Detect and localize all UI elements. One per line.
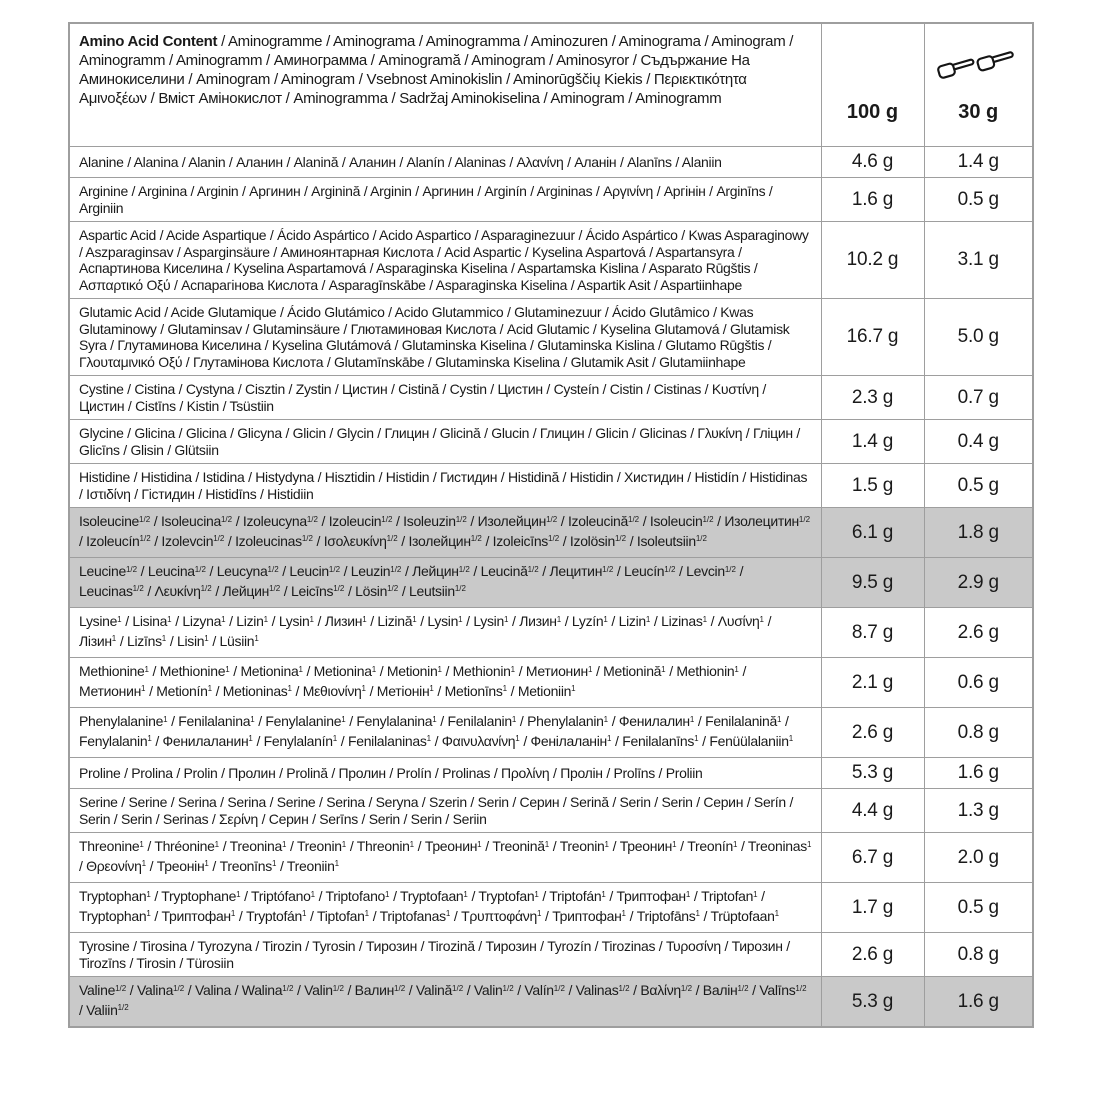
table-row	[69, 789, 1033, 833]
amino-acid-names: Glutamic Acid / Acide Glutamique / Ácido Glutámico / Acido Glutammico / Glutaminezuur / Ácido Glutâmico / Kwas Glutaminowy / Glutaminsav / Glutaminsäure / Глютаминовая Кислота / Acid Glutamic / Kyselina Glutamová / Glutamisk Syra / Глутаминова Киселина / Kyselina Glutámová / Glutaminska Kiselina / Glutaminska Kislina / Glutamo Rūgštis / Γλουταμινικό Οξύ / Глутамінова Кислота / Glutamīnskābe / Glutaminska Kiselina / Glutamik Asit / Glutamiinhape	[69, 299, 821, 376]
table-row	[69, 376, 1033, 420]
value-100g: 1.5 g	[821, 464, 924, 508]
amino-acid-names: Proline / Prolina / Prolin / Пролин / Prolină / Пролин / Prolín / Prolinas / Προλίνη / Пролін / Prolīns / Proliin	[69, 758, 821, 789]
amino-acid-names: Tryptophan$^1$ / Tryptophane$^1$ / Triptófano$^1$ / Triptofano$^1$ / Tryptofaan$^1$ / Tryptofan$^1$ / Triptofán$^1$ / Триптофан$^1$ / Triptofan$^1$ / Tryptophan$^1$ / Триптофан$^1$ / Tryptofán$^1$ / Tiptofan$^1$ / Triptofanas$^1$ / Τρυπτοφάνη$^1$ / Триптофан$^1$ / Triptofāns$^1$ / Trüptofaan$^1$	[69, 883, 821, 933]
value-30g: 2.0 g	[924, 833, 1033, 883]
value-100g: 8.7 g	[821, 608, 924, 658]
value-30g: 0.5 g	[924, 883, 1033, 933]
value-30g: 0.8 g	[924, 933, 1033, 977]
value-100g: 16.7 g	[821, 299, 924, 376]
value-100g: 4.4 g	[821, 789, 924, 833]
value-30g: 1.4 g	[924, 147, 1033, 178]
table-row	[69, 558, 1033, 608]
amino-acid-names: Cystine / Cistina / Cystyna / Cisztin / Zystin / Цистин / Cistină / Cystin / Цистин / Cysteín / Cistin / Cistinas / Κυστίνη / Цистин / Cistīns / Kistin / Tsüstiin	[69, 376, 821, 420]
value-100g: 6.7 g	[821, 833, 924, 883]
value-30g: 1.8 g	[924, 508, 1033, 558]
amino-acid-names: Aspartic Acid / Acide Aspartique / Ácido Aspártico / Acido Aspartico / Asparaginezuur / Ácido Aspártico / Kwas Asparaginowy / Aszparaginsav / Asparginsäure / Аминоянтарная Кислота / Acid Aspartic / Kyselina Aspartová / Aspartansyra / Аспартинова Киселина / Kyselina Aspartamová / Asparaginska Kiselina / Aspartamska Kislina / Asparato Rūgštis / Ασπαρτικό Οξύ / Аспарагінова Кислота / Asparagīnskābe / Asparaginska Kiselina / Aspartik Asit / Aspartiinhape	[69, 222, 821, 299]
value-100g: 6.1 g	[821, 508, 924, 558]
amino-acid-table	[68, 22, 1034, 1028]
amino-acid-names: Histidine / Histidina / Istidina / Histydyna / Hisztidin / Histidin / Гистидин / Histidină / Histidin / Хистидин / Histidín / Histidinas / Ιστιδίνη / Гістидин / Histidīns / Histidiin	[69, 464, 821, 508]
amino-acid-names: Tyrosine / Tirosina / Tyrozyna / Tirozin / Tyrosin / Тирозин / Tirozină / Тирозин / Tyrozín / Tirozinas / Τυροσίνη / Тирозин / Tirozīns / Tirosin / Türosiin	[69, 933, 821, 977]
column-header-100g-label: 100 g	[846, 101, 899, 123]
value-30g: 2.9 g	[924, 558, 1033, 608]
table-title-bold: Amino Acid Content	[79, 33, 218, 50]
value-100g: 1.6 g	[821, 178, 924, 222]
amino-acid-names: Threonine$^1$ / Thréonine$^1$ / Treonina$^1$ / Treonin$^1$ / Threonin$^1$ / Треонин$^1$ / Treonină$^1$ / Treonin$^1$ / Треонин$^1$ / Treonín$^1$ / Treoninas$^1$ / Θρεονίνη$^1$ / Треонін$^1$ / Treonīns$^1$ / Treoniin$^1$	[69, 833, 821, 883]
value-100g: 9.5 g	[821, 558, 924, 608]
nutrition-label-sheet	[68, 22, 1032, 1028]
table-row	[69, 178, 1033, 222]
amino-table-body	[69, 147, 1033, 1028]
table-row	[69, 608, 1033, 658]
table-row	[69, 977, 1033, 1028]
amino-acid-names: Leucine$^{1/2}$ / Leucina$^{1/2}$ / Leucyna$^{1/2}$ / Leucin$^{1/2}$ / Leuzin$^{1/2}$ / Лейцин$^{1/2}$ / Leucină$^{1/2}$ / Лецитин$^{1/2}$ / Leucín$^{1/2}$ / Levcin$^{1/2}$ / Leucinas$^{1/2}$ / Λευκίνη$^{1/2}$ / Лейцин$^{1/2}$ / Leicīns$^{1/2}$ / Lösin$^{1/2}$ / Leutsiin$^{1/2}$	[69, 558, 821, 608]
table-row	[69, 222, 1033, 299]
amino-acid-names: Serine / Serine / Serina / Serina / Serine / Serina / Seryna / Szerin / Serin / Серин / Serină / Serin / Serin / Серин / Serín / Serin / Serin / Serinas / Σερίνη / Серин / Serīns / Serin / Serin / Seriin	[69, 789, 821, 833]
table-row	[69, 420, 1033, 464]
table-row	[69, 508, 1033, 558]
column-header-30g	[924, 23, 1033, 147]
amino-acid-names: Methionine$^1$ / Methionine$^1$ / Metionina$^1$ / Metionina$^1$ / Metionin$^1$ / Methionin$^1$ / Метионин$^1$ / Metionină$^1$ / Methionin$^1$ / Метионин$^1$ / Metionín$^1$ / Metioninas$^1$ / Μεθιονίνη$^1$ / Метіонін$^1$ / Metionīns$^1$ / Metioniin$^1$	[69, 658, 821, 708]
value-30g: 0.4 g	[924, 420, 1033, 464]
column-header-100g	[821, 23, 924, 147]
value-100g: 5.3 g	[821, 758, 924, 789]
table-row	[69, 658, 1033, 708]
value-30g: 1.6 g	[924, 977, 1033, 1028]
measuring-scoops-icon	[937, 47, 1019, 89]
table-row	[69, 833, 1033, 883]
value-30g: 1.3 g	[924, 789, 1033, 833]
table-row	[69, 708, 1033, 758]
value-30g: 1.6 g	[924, 758, 1033, 789]
amino-acid-names: Lysine$^1$ / Lisina$^1$ / Lizyna$^1$ / Lizin$^1$ / Lysin$^1$ / Лизин$^1$ / Lizină$^1$ / Lysin$^1$ / Lysin$^1$ / Лизин$^1$ / Lyzín$^1$ / Lizin$^1$ / Lizinas$^1$ / Λυσίνη$^1$ / Лізин$^1$ / Lizīns$^1$ / Lisin$^1$ / Lüsiin$^1$	[69, 608, 821, 658]
value-100g: 1.4 g	[821, 420, 924, 464]
table-row	[69, 933, 1033, 977]
amino-acid-names: Glycine / Glicina / Glicina / Glicyna / Glicin / Glycin / Глицин / Glicină / Glucin / Глицин / Glicin / Glicinas / Γλυκίνη / Гліцин / Glicīns / Glisin / Glütsiin	[69, 420, 821, 464]
value-30g: 5.0 g	[924, 299, 1033, 376]
value-30g: 2.6 g	[924, 608, 1033, 658]
table-row	[69, 299, 1033, 376]
table-row	[69, 883, 1033, 933]
value-100g: 2.3 g	[821, 376, 924, 420]
table-header-row	[69, 23, 1033, 147]
value-100g: 2.1 g	[821, 658, 924, 708]
table-row	[69, 147, 1033, 178]
value-100g: 5.3 g	[821, 977, 924, 1028]
value-100g: 10.2 g	[821, 222, 924, 299]
amino-acid-names: Phenylalanine$^1$ / Fenilalanina$^1$ / Fenylalanine$^1$ / Fenylalanina$^1$ / Fenilalanin$^1$ / Phenylalanin$^1$ / Фенилалин$^1$ / Fenilalanină$^1$ / Fenylalanin$^1$ / Фенилаланин$^1$ / Fenylalanín$^1$ / Fenilalaninas$^1$ / Φαινυλανίνη$^1$ / Фенілаланін$^1$ / Fenilalanīns$^1$ / Fenüülalaniin$^1$	[69, 708, 821, 758]
value-30g: 3.1 g	[924, 222, 1033, 299]
table-row	[69, 464, 1033, 508]
value-30g: 0.6 g	[924, 658, 1033, 708]
value-30g: 0.7 g	[924, 376, 1033, 420]
value-30g: 0.5 g	[924, 178, 1033, 222]
value-30g: 0.8 g	[924, 708, 1033, 758]
table-title-translations: / Aminogramme / Aminograma / Aminogramma / Aminozuren / Aminograma / Aminogram / Aminogramm / Aminogramm / Аминограмма / Aminogramă / Aminogram / Aminosyror / Съдържание На Аминокиселини / Aminogram / Aminogram / Vsebnost Aminokislin / Aminorūgščių Kiekis / Περιεκτικότητα Αμινοξέων / Вміст Амінокислот / Aminogramma / Sadržaj Aminokiselina / Aminogram / Aminogramm	[79, 33, 794, 107]
amino-acid-names: Valine$^{1/2}$ / Valina$^{1/2}$ / Valina / Walina$^{1/2}$ / Valin$^{1/2}$ / Валин$^{1/2}$ / Valină$^{1/2}$ / Valin$^{1/2}$ / Valín$^{1/2}$ / Valinas$^{1/2}$ / Βαλίνη$^{1/2}$ / Валін$^{1/2}$ / Valīns$^{1/2}$ / Valiin$^{1/2}$	[69, 977, 821, 1028]
amino-acid-names: Alanine / Alanina / Alanin / Аланин / Alanină / Аланин / Alanín / Alaninas / Αλανίνη / Аланін / Alanīns / Alaniin	[69, 147, 821, 178]
value-100g: 1.7 g	[821, 883, 924, 933]
amino-acid-names: Isoleucine$^{1/2}$ / Isoleucina$^{1/2}$ / Izoleucyna$^{1/2}$ / Izoleucin$^{1/2}$ / Isoleuzin$^{1/2}$ / Изолейцин$^{1/2}$ / Izoleucină$^{1/2}$ / Isoleucin$^{1/2}$ / Изолецитин$^{1/2}$ / Izoleucín$^{1/2}$ / Izolevcin$^{1/2}$ / Izoleucinas$^{1/2}$ / Ισολευκίνη$^{1/2}$ / Ізолейцин$^{1/2}$ / Izoleicīns$^{1/2}$ / Izolösin$^{1/2}$ / Isoleutsiin$^{1/2}$	[69, 508, 821, 558]
value-100g: 2.6 g	[821, 708, 924, 758]
column-header-30g-label: 30 g	[958, 101, 999, 123]
value-100g: 4.6 g	[821, 147, 924, 178]
table-row	[69, 758, 1033, 789]
table-title	[69, 23, 821, 147]
value-100g: 2.6 g	[821, 933, 924, 977]
amino-acid-names: Arginine / Arginina / Arginin / Аргинин / Arginină / Arginin / Аргинин / Arginín / Argininas / Αργινίνη / Аргінін / Arginīns / Arginiin	[69, 178, 821, 222]
value-30g: 0.5 g	[924, 464, 1033, 508]
